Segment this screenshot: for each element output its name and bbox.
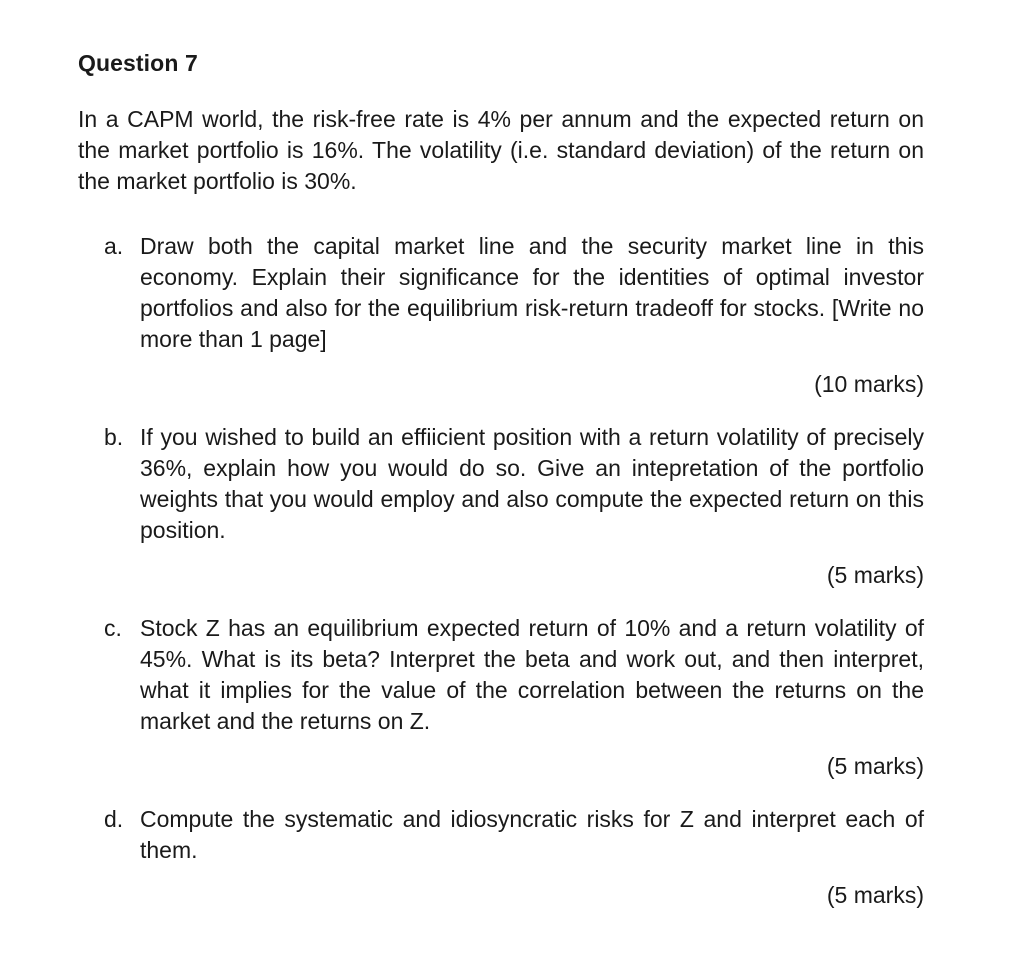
part-marks: (5 marks) <box>826 882 924 908</box>
question-title: Question 7 <box>78 50 198 76</box>
part-b <box>78 422 924 591</box>
part-text: If you wished to build an effiicient position with a return volatility of precisely 36%, explain how you would do so. Give an intepretation of the portfolio weights that you would employ and also compute the expected return on this position. <box>140 424 924 543</box>
part-marks: (10 marks) <box>814 371 924 397</box>
part-letter: a. <box>104 233 124 259</box>
question-page <box>78 48 924 933</box>
part-d <box>78 804 924 911</box>
part-letter: c. <box>104 615 122 641</box>
part-letter: d. <box>104 806 124 832</box>
part-marks: (5 marks) <box>826 562 924 588</box>
part-c <box>78 613 924 782</box>
part-text: Stock Z has an equilibrium expected return of 10% and a return volatility of 45%. What is its beta? Interpret the beta and work out, and then interpret, what it implies for the value of the correlation between the returns on the market and the returns on Z. <box>140 615 924 734</box>
part-marks: (5 marks) <box>826 753 924 779</box>
part-text: Draw both the capital market line and the security market line in this economy. Explain their significance for the identities of optimal investor portfolios and also for the equilibrium risk-return tradeoff for stocks. [Write no more than 1 page] <box>140 233 924 352</box>
part-letter: b. <box>104 424 124 450</box>
part-text: Compute the systematic and idiosyncratic risks for Z and interpret each of them. <box>140 806 924 863</box>
part-a <box>78 231 924 400</box>
question-intro: In a CAPM world, the risk-free rate is 4% per annum and the expected return on the market portfolio is 16%. The volatility (i.e. standard deviation) of the return on the market portfolio is 30%. <box>78 106 924 194</box>
